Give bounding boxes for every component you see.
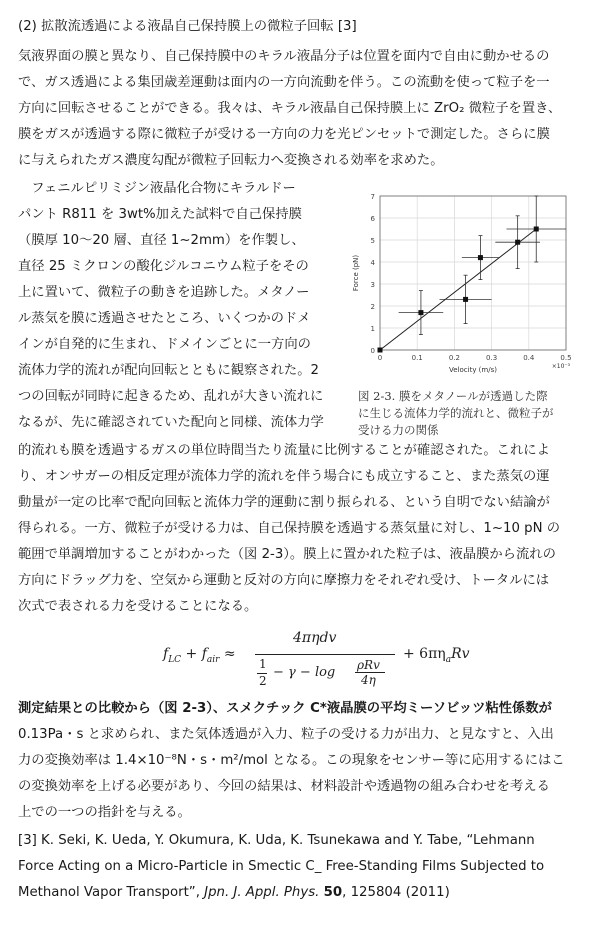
data-point bbox=[534, 227, 539, 232]
body-line: 動量が一定の比率で配向回転と流体力学的運動に割り振られる、という自明でない結論が bbox=[18, 495, 550, 510]
body-line: 的流れも膜を透過するガスの単位時間当たり流量に比例することが確認された。これによ bbox=[18, 443, 550, 458]
caption-line: に生じる流体力学的流れと、微粒子が bbox=[358, 406, 554, 420]
section-title: (2) 拡散流透過による液晶自己保持膜上の微粒子回転 [3] bbox=[18, 19, 357, 34]
y-tick-label: 4 bbox=[370, 259, 375, 267]
reference-line: [3] K. Seki, K. Ueda, Y. Okumura, K. Uda, K. Tsunekawa and Y. Tabe, “Lehmann bbox=[18, 833, 535, 848]
result-line: 力の変換効率は 1.4×10⁻⁸N・s・m²/mol となる。この現象をセンサー等に応用するにはこ bbox=[18, 753, 565, 768]
result-line: 上での一つの指針を与える。 bbox=[18, 805, 191, 820]
data-point bbox=[418, 310, 423, 315]
data-point bbox=[378, 348, 383, 353]
x-tick-label: 0.5 bbox=[560, 354, 572, 362]
x-tick-label: 0.4 bbox=[523, 354, 535, 362]
reference-prefix: Methanol Vapor Transport”, bbox=[18, 885, 205, 900]
body-line: り、オンサガーの相反定理が流体力学的流れを伴う場合にも成立すること、また蒸気の運 bbox=[18, 469, 550, 484]
result-heading: 測定結果との比較から（図 2-3）、スメクチック C*液晶膜の平均ミーソビッツ粘性係数が bbox=[18, 701, 552, 716]
eq-lhs2-sub: air bbox=[206, 654, 220, 665]
equation bbox=[163, 628, 483, 688]
plot-frame bbox=[380, 196, 566, 350]
eq-half-num: 1 bbox=[259, 657, 267, 671]
reference-line bbox=[18, 886, 450, 899]
y-tick-label: 5 bbox=[370, 237, 375, 245]
caption-line: 受ける力の関係 bbox=[358, 423, 439, 437]
eq-lhs2: f bbox=[201, 646, 207, 662]
data-point bbox=[463, 297, 468, 302]
x-tick-label: 0 bbox=[377, 354, 383, 362]
eq-lhs-sub: LC bbox=[168, 654, 182, 665]
intro-line: で、ガス透過による集団歳差運動は面内の一方向流動を伴う。この流動を使って粒子を一 bbox=[18, 75, 550, 90]
column-line: つの回転が同時に起きるため、乱れが大きい流れに bbox=[18, 389, 324, 404]
data-point bbox=[478, 255, 483, 260]
y-tick-label: 0 bbox=[370, 347, 375, 355]
column-line: （膜厚 10～20 層、直径 1~2mm）を作製し、 bbox=[18, 233, 305, 248]
column-line: ル蒸気を膜に透過させたところ、いくつかのドメ bbox=[18, 311, 311, 326]
x-axis-label: Velocity (m/s) bbox=[449, 366, 497, 374]
y-tick-label: 2 bbox=[370, 303, 375, 311]
y-tick-label: 7 bbox=[370, 193, 375, 201]
column-line: インが自発的に生まれ、ドメインごとに一方向の bbox=[18, 337, 311, 352]
body-line: 次式で表される力を受けることになる。 bbox=[18, 599, 258, 614]
x-axis-multiplier: ×10⁻³ bbox=[551, 363, 570, 370]
reference-suffix: , 125804 (2011) bbox=[342, 885, 450, 900]
eq-log-num: ρRv bbox=[357, 658, 380, 672]
eq-plus: + bbox=[181, 646, 202, 662]
column-line: 直径 25 ミクロンの酸化ジルコニウム粒子をその bbox=[18, 259, 309, 274]
y-tick-label: 3 bbox=[370, 281, 375, 289]
caption-line: 図 2-3. 膜をメタノールが透過した際 bbox=[358, 389, 548, 403]
y-tick-label: 6 bbox=[370, 215, 375, 223]
intro-line: に与えられたガス濃度勾配が微粒子回転力へ変換される効率を求めた。 bbox=[18, 153, 444, 168]
eq-log-den: 4η bbox=[361, 673, 376, 687]
result-line: 0.13Pa・s と求められ、また気体透過が入力、粒子の受ける力が出力、と見なすと、入出 bbox=[18, 727, 554, 742]
x-tick-label: 0.2 bbox=[448, 354, 460, 362]
result-line: の変換効率を上げる必要があり、今回の結果は、材料設計や透過物の組み合わせを考える bbox=[18, 779, 550, 794]
column-line: 流体力学的流れが配向回転とともに観察された。2 bbox=[18, 363, 319, 378]
reference-line: Force Acting on a Micro-Particle in Smectic C_ Free-Standing Films Subjected to bbox=[18, 859, 545, 874]
y-axis-label: Force (pN) bbox=[352, 254, 360, 292]
intro-line: 膜をガスが透過する際に微粒子が受ける一方向の力を光ピンセットで測定した。さらに膜 bbox=[18, 127, 550, 142]
eq-numerator: 4πηdv bbox=[293, 630, 337, 646]
eq-lhs: f bbox=[163, 646, 169, 662]
intro-line: 気液界面の膜と異なり、自己保持膜中のキラル液晶分子は位置を面内で自由に動かせるの bbox=[18, 49, 550, 64]
eq-den-mid: − γ − log bbox=[273, 665, 336, 680]
force-velocity-chart bbox=[348, 186, 584, 380]
body-line: 方向にドラッグ力を、空気から運動と反対の方向に摩擦力をそれぞれ受け、トータルには bbox=[18, 573, 550, 588]
body-line: 範囲で単調増加することがわかった（図 2-3）。膜上に置かれた粒子は、液晶膜から流れの bbox=[18, 547, 556, 562]
column-line: パント R811 を 3wt%加えた試料で自己保持膜 bbox=[18, 207, 302, 222]
y-tick-label: 1 bbox=[370, 325, 375, 333]
eq-half-den: 2 bbox=[259, 674, 267, 688]
x-tick-label: 0.3 bbox=[486, 354, 498, 362]
data-point bbox=[515, 240, 520, 245]
eq-fraction-bar bbox=[255, 654, 395, 655]
fit-line bbox=[380, 229, 536, 350]
body-line: 得られる。一方、微粒子が受ける力は、自己保持膜を透過する蒸気量に対し、1~10 pN の bbox=[18, 521, 561, 536]
intro-line: 方向に回転させることができる。我々は、キラル液晶自己保持膜上に ZrO₂ 微粒子を置き、 bbox=[18, 101, 562, 116]
figure-caption bbox=[358, 388, 554, 439]
eq-rhs-end: Rv bbox=[451, 646, 470, 662]
eq-rhs-sub: a bbox=[445, 654, 452, 665]
reference-journal: Jpn. J. Appl. Phys. bbox=[204, 885, 320, 900]
reference-volume: 50 bbox=[323, 885, 343, 900]
eq-approx: ≈ bbox=[223, 646, 236, 662]
x-tick-label: 0.1 bbox=[411, 354, 423, 362]
column-line: なるが、先に確認されていた配向と同様、流体力学 bbox=[18, 415, 324, 430]
column-line: 上に置いて、微粒子の動きを追跡した。メタノー bbox=[18, 285, 310, 300]
column-line: フェニルピリミジン液晶化合物にキラルドー bbox=[18, 181, 296, 196]
figure-2-3 bbox=[348, 186, 584, 380]
eq-rhs: + 6πη bbox=[403, 646, 446, 662]
